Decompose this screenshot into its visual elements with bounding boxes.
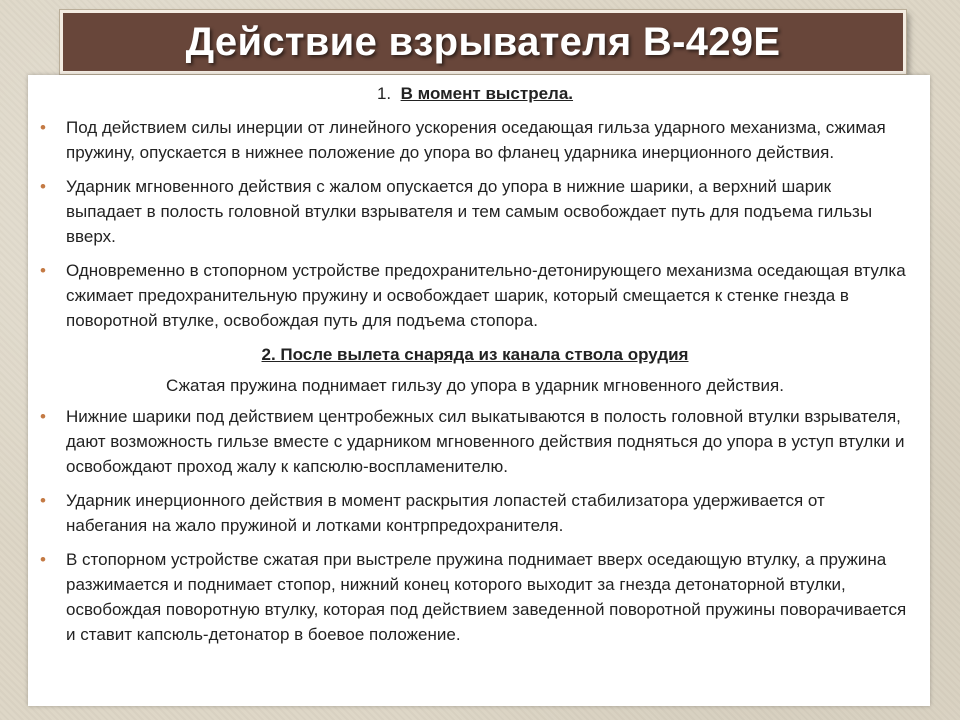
bullet-dot-icon: •	[40, 118, 46, 137]
content-panel	[28, 75, 930, 706]
bullet-text: В стопорном устройстве сжатая при выстреле пружина поднимает вверх оседающую втулку, а пружина разжимается и поднимает стопор, нижний конец которого выходит за гнезда детонаторной втулки, освобождая поворотную втулку, которая под действием заведенной поворотной пружины поворачивается и ставит капсюль-детонатор в боевое положение.	[66, 550, 907, 644]
bullet-dot-icon: •	[40, 491, 46, 510]
bullet-item	[40, 488, 910, 538]
section-1-heading	[40, 81, 910, 106]
bullet-item	[40, 258, 910, 333]
bullet-text: Ударник инерционного действия в момент раскрытия лопастей стабилизатора удерживается от набегания на жало пружиной и лотками контрпредохранителя.	[66, 491, 825, 535]
bullet-text: Одновременно в стопорном устройстве предохранительно-детонирующего механизма оседающая втулка сжимает предохранительную пружину и освобождает шарик, который смещается к стенке гнезда в поворотной втулке, освобождая путь для подъема стопора.	[66, 261, 906, 330]
slide-title: Действие взрывателя В-429Е	[185, 19, 781, 64]
bullet-dot-icon: •	[40, 177, 46, 196]
bullet-item	[40, 404, 910, 479]
bullet-text: Под действием силы инерции от линейного ускорения оседающая гильза ударного механизма, сжимая пружину, опускается в нижнее положение до упора во фланец ударника инерционного действия.	[66, 118, 886, 162]
bullet-dot-icon: •	[40, 550, 46, 569]
bullet-dot-icon: •	[40, 261, 46, 280]
bullet-text: Нижние шарики под действием центробежных сил выкатываются в полость головной втулки взрывателя, дают возможность гильзе вместе с ударником мгновенного действия подняться до упора в уступ втулки и освобождают проход жалу к капсюлю-воспламенителю.	[66, 407, 905, 476]
section-2-heading: 2. После вылета снаряда из канала ствола орудия	[261, 345, 689, 364]
bullet-item	[40, 174, 910, 249]
section-2-intro: Сжатая пружина поднимает гильзу до упора в ударник мгновенного действия.	[166, 376, 784, 395]
bullet-text: Ударник мгновенного действия с жалом опускается до упора в нижние шарики, а верхний шарик выпадает в полость головной втулки взрывателя и тем самым освобождает путь для подъема гильзы вверх.	[66, 177, 873, 246]
slide-title-bar	[60, 10, 906, 74]
section-1-title: В момент выстрела.	[400, 84, 574, 103]
section-1-number: 1.	[376, 84, 392, 103]
bullet-item	[40, 115, 910, 165]
bullet-dot-icon: •	[40, 407, 46, 426]
bullet-item	[40, 547, 910, 647]
